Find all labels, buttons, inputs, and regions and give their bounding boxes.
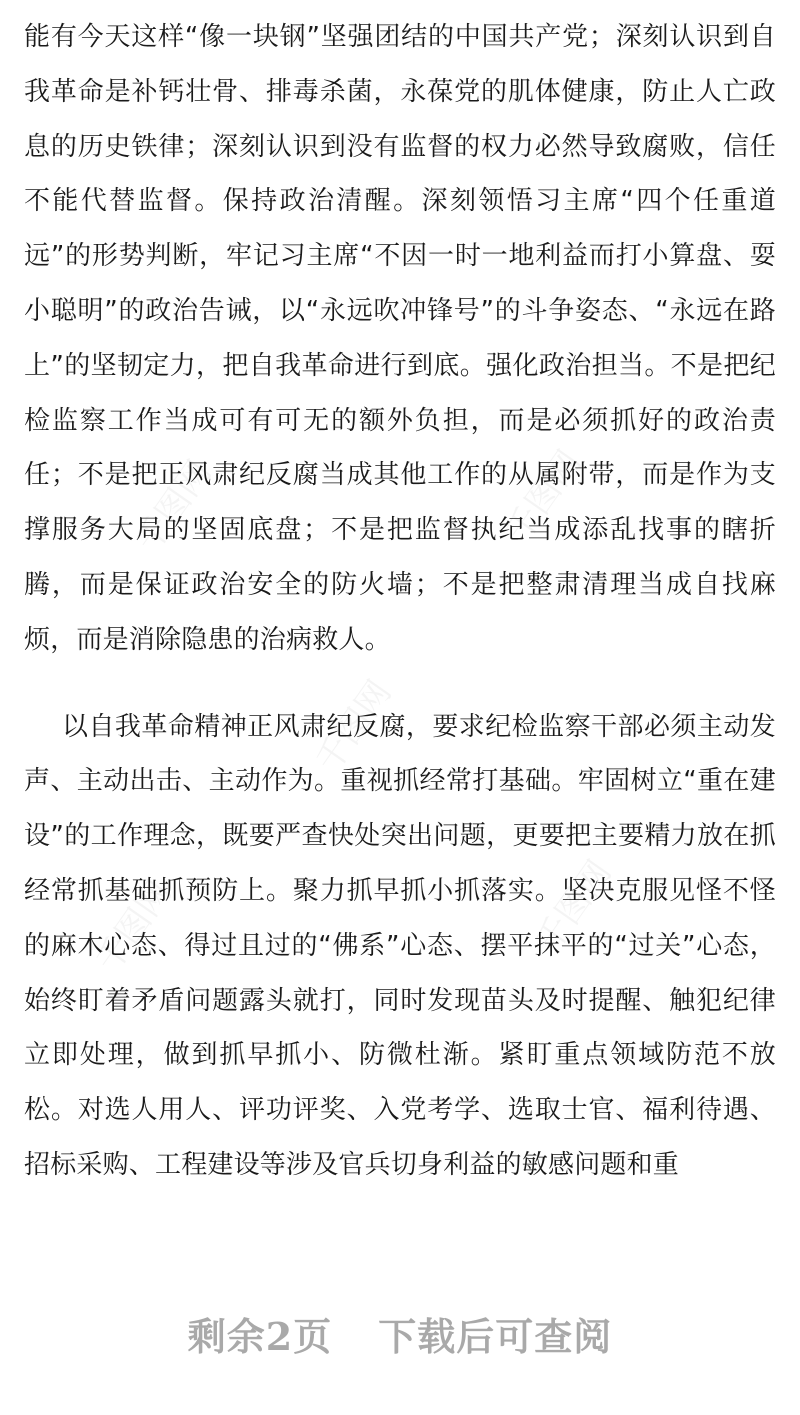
- watermark: 千图网: [128, 453, 220, 560]
- remaining-pages-label: 剩余2页: [187, 1314, 333, 1359]
- watermark: 千图网: [498, 443, 590, 550]
- paragraph-spacer: [24, 668, 776, 700]
- watermark: 千图网: [528, 853, 620, 960]
- paragraph-1: 能有今天这样“像一块钢”坚强团结的中国共产党；深刻认识到自我革命是补钙壮骨、排毒杀菌，永葆党的肌体健康，防止人亡政息的历史铁律；深刻认识到没有监督的权力必然导致腐败，信任不能代替监督。保持政治清醒。深刻领悟习主席“四个任重道远”的形势判断，牢记习主席“不因一时一地利益而打小算盘、耍小聪明”的政治告诫，以“永远吹冲锋号”的斗争姿态、“永远在路上”的坚韧定力，把自我革命进行到底。强化政治担当。不是把纪检监察工作当成可有可无的额外负担，而是必须抓好的政治责任；不是把正风肃纪反腐当成其他工作的从属附带，而是作为支撑服务大局的坚固底盘；不是把监督执纪当成添乱找事的瞎折腾，而是保证政治安全的防火墙；不是把整肃清理当成自找麻烦，而是消除隐患的治病救人。: [24, 22, 776, 655]
- paragraph-2: 以自我革命精神正风肃纪反腐，要求纪检监察干部必须主动发声、主动出击、主动作为。重视抓经常打基础。牢固树立“重在建设”的工作理念，既要严查快处突出问题，更要把主要精力放在抓经常抓基础抓预防上。聚力抓早抓小抓落实。坚决克服见怪不怪的麻木心态、得过且过的“佛系”心态、摆平抹平的“过关”心态，始终盯着矛盾问题露头就打，同时发现苗头及时提醒、触犯纪律立即处理，做到抓早抓小、防微杜渐。紧盯重点领域防范不放松。对选人用人、评功评奖、入党考学、选取士官、福利待遇、招标采购、工程建设等涉及官兵切身利益的敏感问题和重: [24, 711, 776, 1180]
- watermark: 千图网: [88, 873, 180, 980]
- document-body: [24, 10, 776, 1193]
- download-hint-label[interactable]: 下载后可查阅: [378, 1314, 613, 1359]
- watermark: 千图网: [308, 673, 400, 780]
- preview-footer: [0, 1306, 800, 1361]
